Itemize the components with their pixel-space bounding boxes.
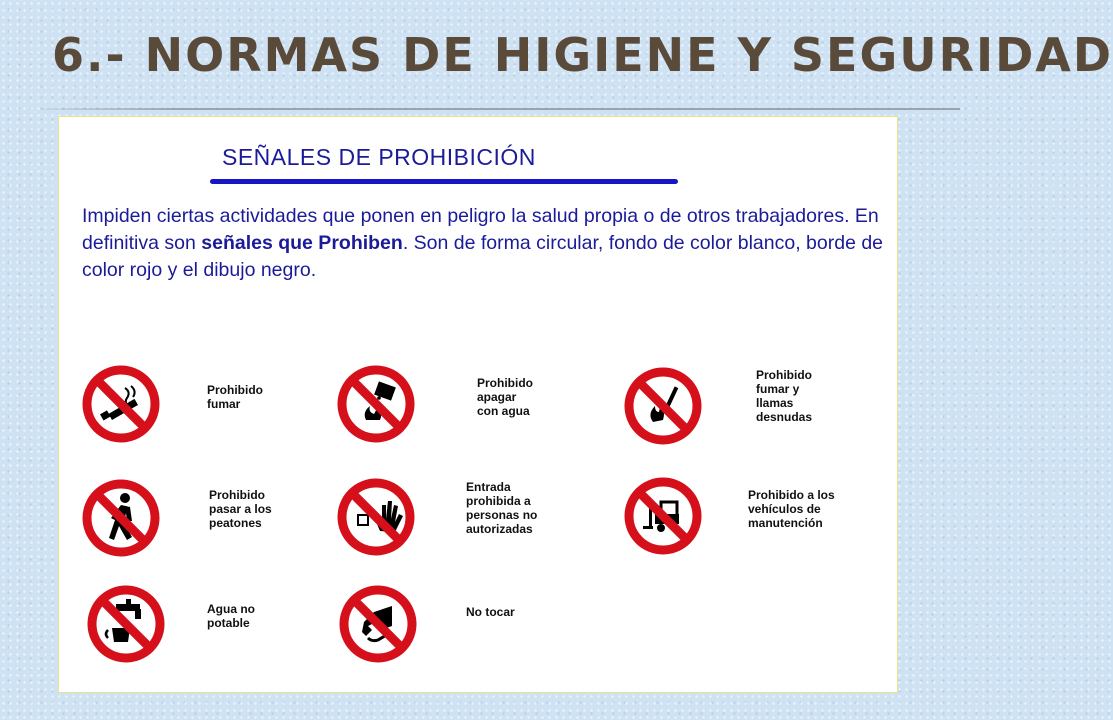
sign-no-entry xyxy=(336,477,416,557)
faucet-icon xyxy=(86,584,166,664)
match-flame-icon xyxy=(623,366,703,446)
sign-label: No tocar xyxy=(466,605,515,619)
slide-title: 6.- NORMAS DE HIGIENE Y SEGURIDAD xyxy=(52,28,1113,82)
water-extinguish-icon xyxy=(336,364,416,444)
sign-label: Entrada prohibida a personas no autorizadas xyxy=(466,480,538,536)
sign-label: Agua no potable xyxy=(207,602,255,630)
panel-heading: SEÑALES DE PROHIBICIÓN xyxy=(222,144,536,170)
sign-no-water xyxy=(336,364,416,444)
sign-label: Prohibido apagar con agua xyxy=(477,376,533,418)
sign-label: Prohibido a los vehículos de manutención xyxy=(748,488,835,530)
pedestrian-icon xyxy=(81,478,161,558)
sign-label: Prohibido fumar xyxy=(207,383,263,411)
hand-stop-icon xyxy=(336,477,416,557)
sign-no-pedestrians xyxy=(81,478,161,558)
heading-underline xyxy=(210,179,678,184)
sign-label: Prohibido pasar a los peatones xyxy=(209,488,272,530)
intro-text-1: Impiden ciertas actividades que ponen en peligro la salud propia o de otros trabajadores. En definitiva son xyxy=(82,205,879,254)
sign-no-touch xyxy=(338,584,418,664)
title-divider xyxy=(42,108,960,110)
forklift-icon xyxy=(623,476,703,556)
intro-text-2: . Son de forma circular, fondo de color blanco, borde de color rojo y el dibujo negro. xyxy=(82,232,884,281)
sign-no-smoking xyxy=(81,364,161,444)
sign-no-vehicles xyxy=(623,476,703,556)
intro-text-bold: señales que Prohiben xyxy=(201,232,403,254)
hand-touch-icon xyxy=(338,584,418,664)
sign-non-potable xyxy=(86,584,166,664)
intro-paragraph xyxy=(82,203,892,284)
sign-label: Prohibido fumar y llamas desnudas xyxy=(756,368,813,424)
sign-no-flames xyxy=(623,366,703,446)
cigarette-icon xyxy=(81,364,161,444)
